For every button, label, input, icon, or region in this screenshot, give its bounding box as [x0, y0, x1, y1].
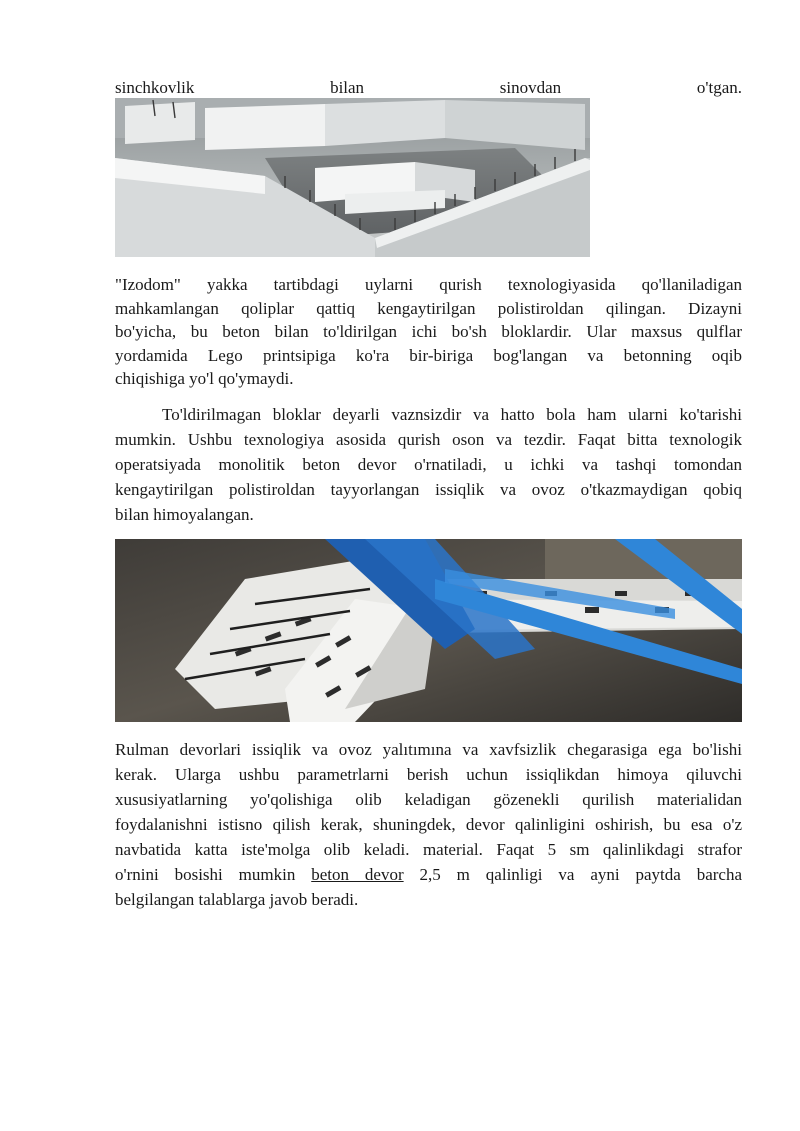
paragraph-1-line-4: yordamida Lego printsipiga ko'ra bir-biriga bog'langan va betonning oqib — [115, 346, 742, 365]
paragraph-2-line-5: bilan himoyalangan. — [115, 505, 254, 524]
paragraph-1-line-3: bo'yicha, bu beton bilan to'ldirilgan ichi bo'sh bloklardir. Ular maxsus qulflar — [115, 322, 742, 341]
paragraph-3-line-3: xususiyatlarning yo'qolishiga olib keladigan gözenekli qurilish materialidan — [115, 790, 742, 809]
beton-devor-link[interactable]: beton devor — [311, 865, 404, 884]
paragraph-2-line-4: kengaytirilgan polistiroldan tayyorlangan issiqlik va ovoz o'tkazmaydigan qobiq — [115, 480, 742, 499]
paragraph-3-line-5: navbatida katta iste'molga olib keladi. material. Faqat 5 sm qalinlikdagi strafor — [115, 840, 742, 859]
continuation-line: sinchkovlik bilan sinovdan o'tgan. — [115, 78, 742, 97]
paragraph-2-line-2: mumkin. Ushbu texnologiya asosida qurish oson va tezdir. Faqat bitta texnologik — [115, 430, 742, 449]
paragraph-2-line-1: To'ldirilmagan bloklar deyarli vaznsizdir va hatto bola ham ularni ko'tarishi — [162, 405, 742, 424]
paragraph-1-line-5: chiqishiga yo'l qo'ymaydi. — [115, 369, 294, 388]
paragraph-2-line-3: operatsiyada monolitik beton devor o'rnatiladi, u ichki va tashqi tomondan — [115, 455, 742, 474]
line-6-after: 2,5 m qalinligi va ayni paytda barcha — [403, 865, 742, 884]
line-6-before: o'rnini bosishi mumkin — [115, 865, 312, 884]
paragraph-1-line-1: "Izodom" yakka tartibdagi uylarni qurish texnologiyasida qo'llaniladigan — [115, 275, 742, 294]
paragraph-3-line-1: Rulman devorlari issiqlik va ovoz yalıtımına va xavfsizlik chegarasiga ega bo'lishi — [115, 740, 742, 759]
paragraph-3-line-7: belgilangan talablarga javob beradi. — [115, 890, 359, 909]
paragraph-1-line-2: mahkamlangan qoliplar qattiq kengaytirilgan polistiroldan qilingan. Dizayni — [115, 299, 742, 318]
paragraph-3-line-2: kerak. Ularga ushbu parametrlarni berish uchun issiqlikdan himoya qiluvchi — [115, 765, 742, 784]
paragraph-3-line-4: foydalanishni istisno qilish kerak, shuningdek, devor qalinligini oshirish, bu esa o'z — [115, 815, 742, 834]
construction-photo-1 — [115, 98, 590, 257]
paragraph-3-line-6 — [115, 863, 742, 887]
construction-photo-2 — [115, 539, 742, 722]
